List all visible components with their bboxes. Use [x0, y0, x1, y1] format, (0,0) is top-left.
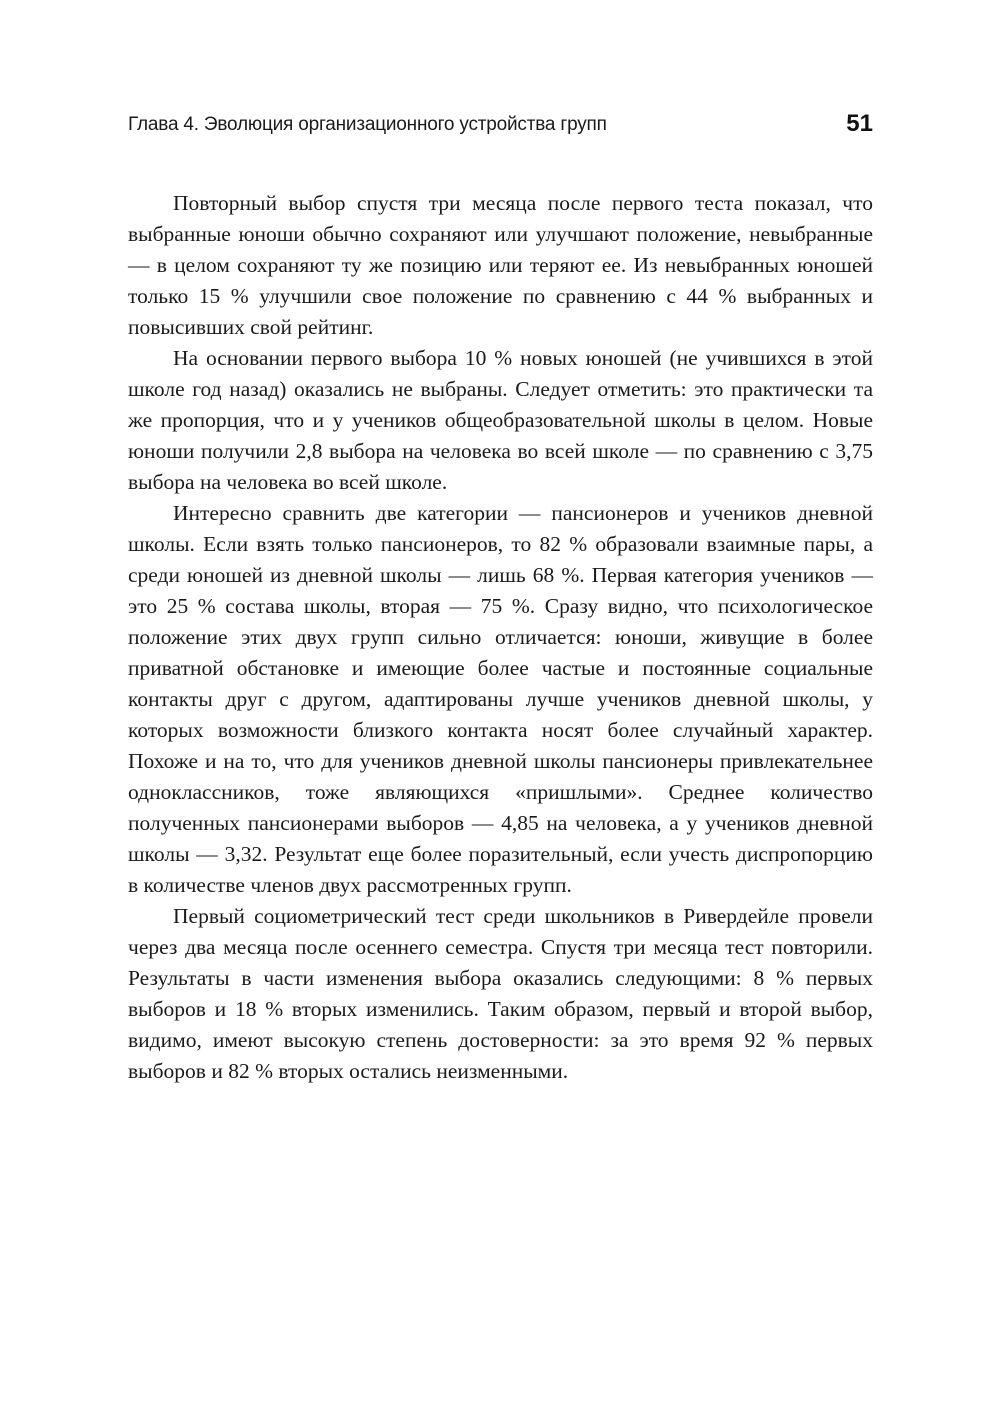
- body-text: [128, 188, 873, 1087]
- paragraph-3: Интересно сравнить две категории — пансионеров и учеников дневной школы. Если взять только пансионеров, то 82 % образовали взаимные пары, а среди юношей из дневной школы — лишь 68 %. Первая категория учеников — это 25 % состава школы, вторая — 75 %. Сразу видно, что психологическое положение этих двух групп сильно отличается: юноши, живущие в более приватной обстановке и имеющие более частые и постоянные социальные контакты друг с другом, адаптированы лучше учеников дневной школы, у которых возможности близкого контакта носят более случайный характер. Похоже и на то, что для учеников дневной школы пансионеры привлекательнее одноклассников, тоже являющихся «пришлыми». Среднее количество полученных пансионерами выборов — 4,85 на человека, а у учеников дневной школы — 3,32. Результат еще более поразительный, если учесть диспропорцию в количестве членов двух рассмотренных групп.: [128, 501, 873, 897]
- chapter-title: Глава 4. Эволюция организационного устройства групп: [128, 114, 607, 135]
- page-number: 51: [846, 110, 873, 137]
- paragraph-4: Первый социометрический тест среди школьников в Ривердейле провели через два месяца после осеннего семестра. Спустя три месяца тест повторили. Результаты в части изменения выбора оказались следующими: 8 % первых выборов и 18 % вторых изменились. Таким образом, первый и второй выбор, видимо, имеют высокую степень достоверности: за это время 92 % первых выборов и 82 % вторых остались неизменными.: [128, 904, 873, 1083]
- paragraph-1: Повторный выбор спустя три месяца после первого теста показал, что выбранные юноши обычно сохраняют или улучшают положение, невыбранные — в целом сохраняют ту же позицию или теряют ее. Из невыбранных юношей только 15 % улучшили свое положение по сравнению с 44 % выбранных и повысивших свой рейтинг.: [128, 191, 873, 339]
- paragraph-2: На основании первого выбора 10 % новых юношей (не учившихся в этой школе год назад) оказались не выбраны. Следует отметить: это практически та же пропорция, что и у учеников общеобразовательной школы в целом. Новые юноши получили 2,8 выбора на человека во всей школе — по сравнению с 3,75 выбора на человека во всей школе.: [128, 346, 873, 494]
- running-header: [128, 110, 873, 144]
